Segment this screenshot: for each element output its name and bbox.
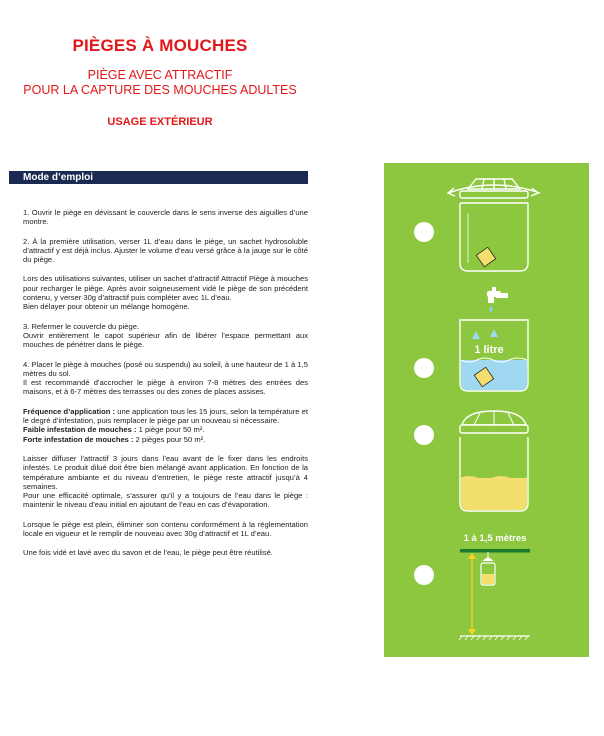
trap-illustrations: [384, 163, 589, 657]
step-2: [23, 237, 308, 265]
frequency-label: Fréquence d’application :: [23, 406, 116, 416]
water-volume-label: 1 litre: [474, 344, 504, 356]
step-3: [23, 322, 308, 350]
attractant-sachet: [476, 247, 495, 266]
step-4-detail: Il est recommandé d’accrocher le piège à environ 7-8 mètres des entrées des maisons, et à 6-7 mètres des terrasses ou des zones de places assises.: [23, 378, 308, 397]
step-3-text: 3. Refermer le couvercle du piège.: [23, 321, 140, 331]
high-infestation-text: 2 pièges pour 50 m².: [133, 434, 206, 444]
height-label: 1 à 1,5 mètres: [463, 533, 527, 544]
instructions: [23, 208, 308, 568]
high-infestation-label: Forte infestation de mouches :: [23, 434, 134, 444]
step-3-detail: Ouvrir entièrement le capot supérieur afin de libérer l’espace permettant aux mouches de pénétrer dans le piège.: [23, 330, 308, 350]
trap-closed-drawing: [460, 411, 528, 511]
low-infestation-text: 1 piège pour 50 m².: [136, 425, 205, 435]
step-4-text: 4. Placer le piège à mouches (posé ou suspendu) au soleil, à une hauteur de 1 à 1,5 mètres du sol.: [23, 359, 308, 378]
subtitle: [0, 68, 320, 98]
section-title: Mode d’emploi: [9, 171, 308, 184]
diffusion-text: Laisser diffuser l’attractif 3 jours dans l’eau avant de le fixer dans les endroits infestés. Le produit dilué doit être bien mélangé avant application. En fonction de la température ambiante et du niveau d’entretien, le piège reste attractif jusqu’à 4 semaines.: [23, 453, 308, 491]
faucet-icon: [487, 287, 508, 303]
step-2-refill: [23, 274, 308, 311]
subtitle-line-1: PIÈGE AVEC ATTRACTIF: [87, 68, 233, 82]
low-infestation-label: Faible infestation de mouches :: [23, 425, 137, 435]
illustration-panel: [384, 163, 589, 657]
water-drop-icon: [490, 306, 493, 312]
usage-label: USAGE EXTÉRIEUR: [107, 116, 213, 128]
reuse-paragraph: Une fois vidé et lavé avec du savon et de l’eau, le piège peut être réutilisé.: [23, 548, 273, 558]
efficacy-text: Pour une efficacité optimale, s’assurer qu’il y a toujours de l’eau dans le piège : maintenir le niveau d’eau initial en ajoutant de l’eau en cas d’évaporation.: [23, 491, 308, 510]
frequency-text: une application tous les 15 jours, selon la température et le degré d’infestation, puis remplacer le piège par un nouveau si nécessaire.: [23, 406, 308, 426]
height-arrow: [468, 553, 476, 635]
full-trap-paragraph: Lorsque le piège est plein, éliminer son contenu conformément à la réglementation locale en vigueur et le remplir de nouveau avec 30g d’attractif et 1L d’eau.: [23, 519, 308, 539]
step-2-mix-text: Bien délayer pour obtenir un mélange homogène.: [23, 302, 190, 312]
step-1: 1. Ouvrir le piège en dévissant le couvercle dans le sens inverse des aiguilles d’une montre.: [23, 208, 308, 227]
small-trap-drawing: [481, 557, 495, 585]
frequency-block: [23, 407, 308, 444]
step-4: [23, 360, 308, 397]
diffusion-paragraph: [23, 454, 308, 510]
step-2-refill-text: Lors des utilisations suivantes, utiliser un sachet d’attractif Attractif Piège à mouches pour recharger le piège. Après avoir soigneusement vidé le piège de son précédent contenu, y verser 30g d’attractif puis compléter avec 1L d’eau.: [23, 274, 308, 303]
step-2-text: 2. À la première utilisation, verser 1L d’eau dans le piège, un sachet hydrosoluble d’attractif y est déjà inclus. Ajuster le volume d’eau versé grâce à la jauge sur le côté du piège.: [23, 236, 308, 265]
page-title: PIÈGES À MOUCHES: [72, 36, 248, 55]
subtitle-line-2: POUR LA CAPTURE DES MOUCHES ADULTES: [23, 83, 297, 97]
hanging-bar: [460, 549, 530, 553]
